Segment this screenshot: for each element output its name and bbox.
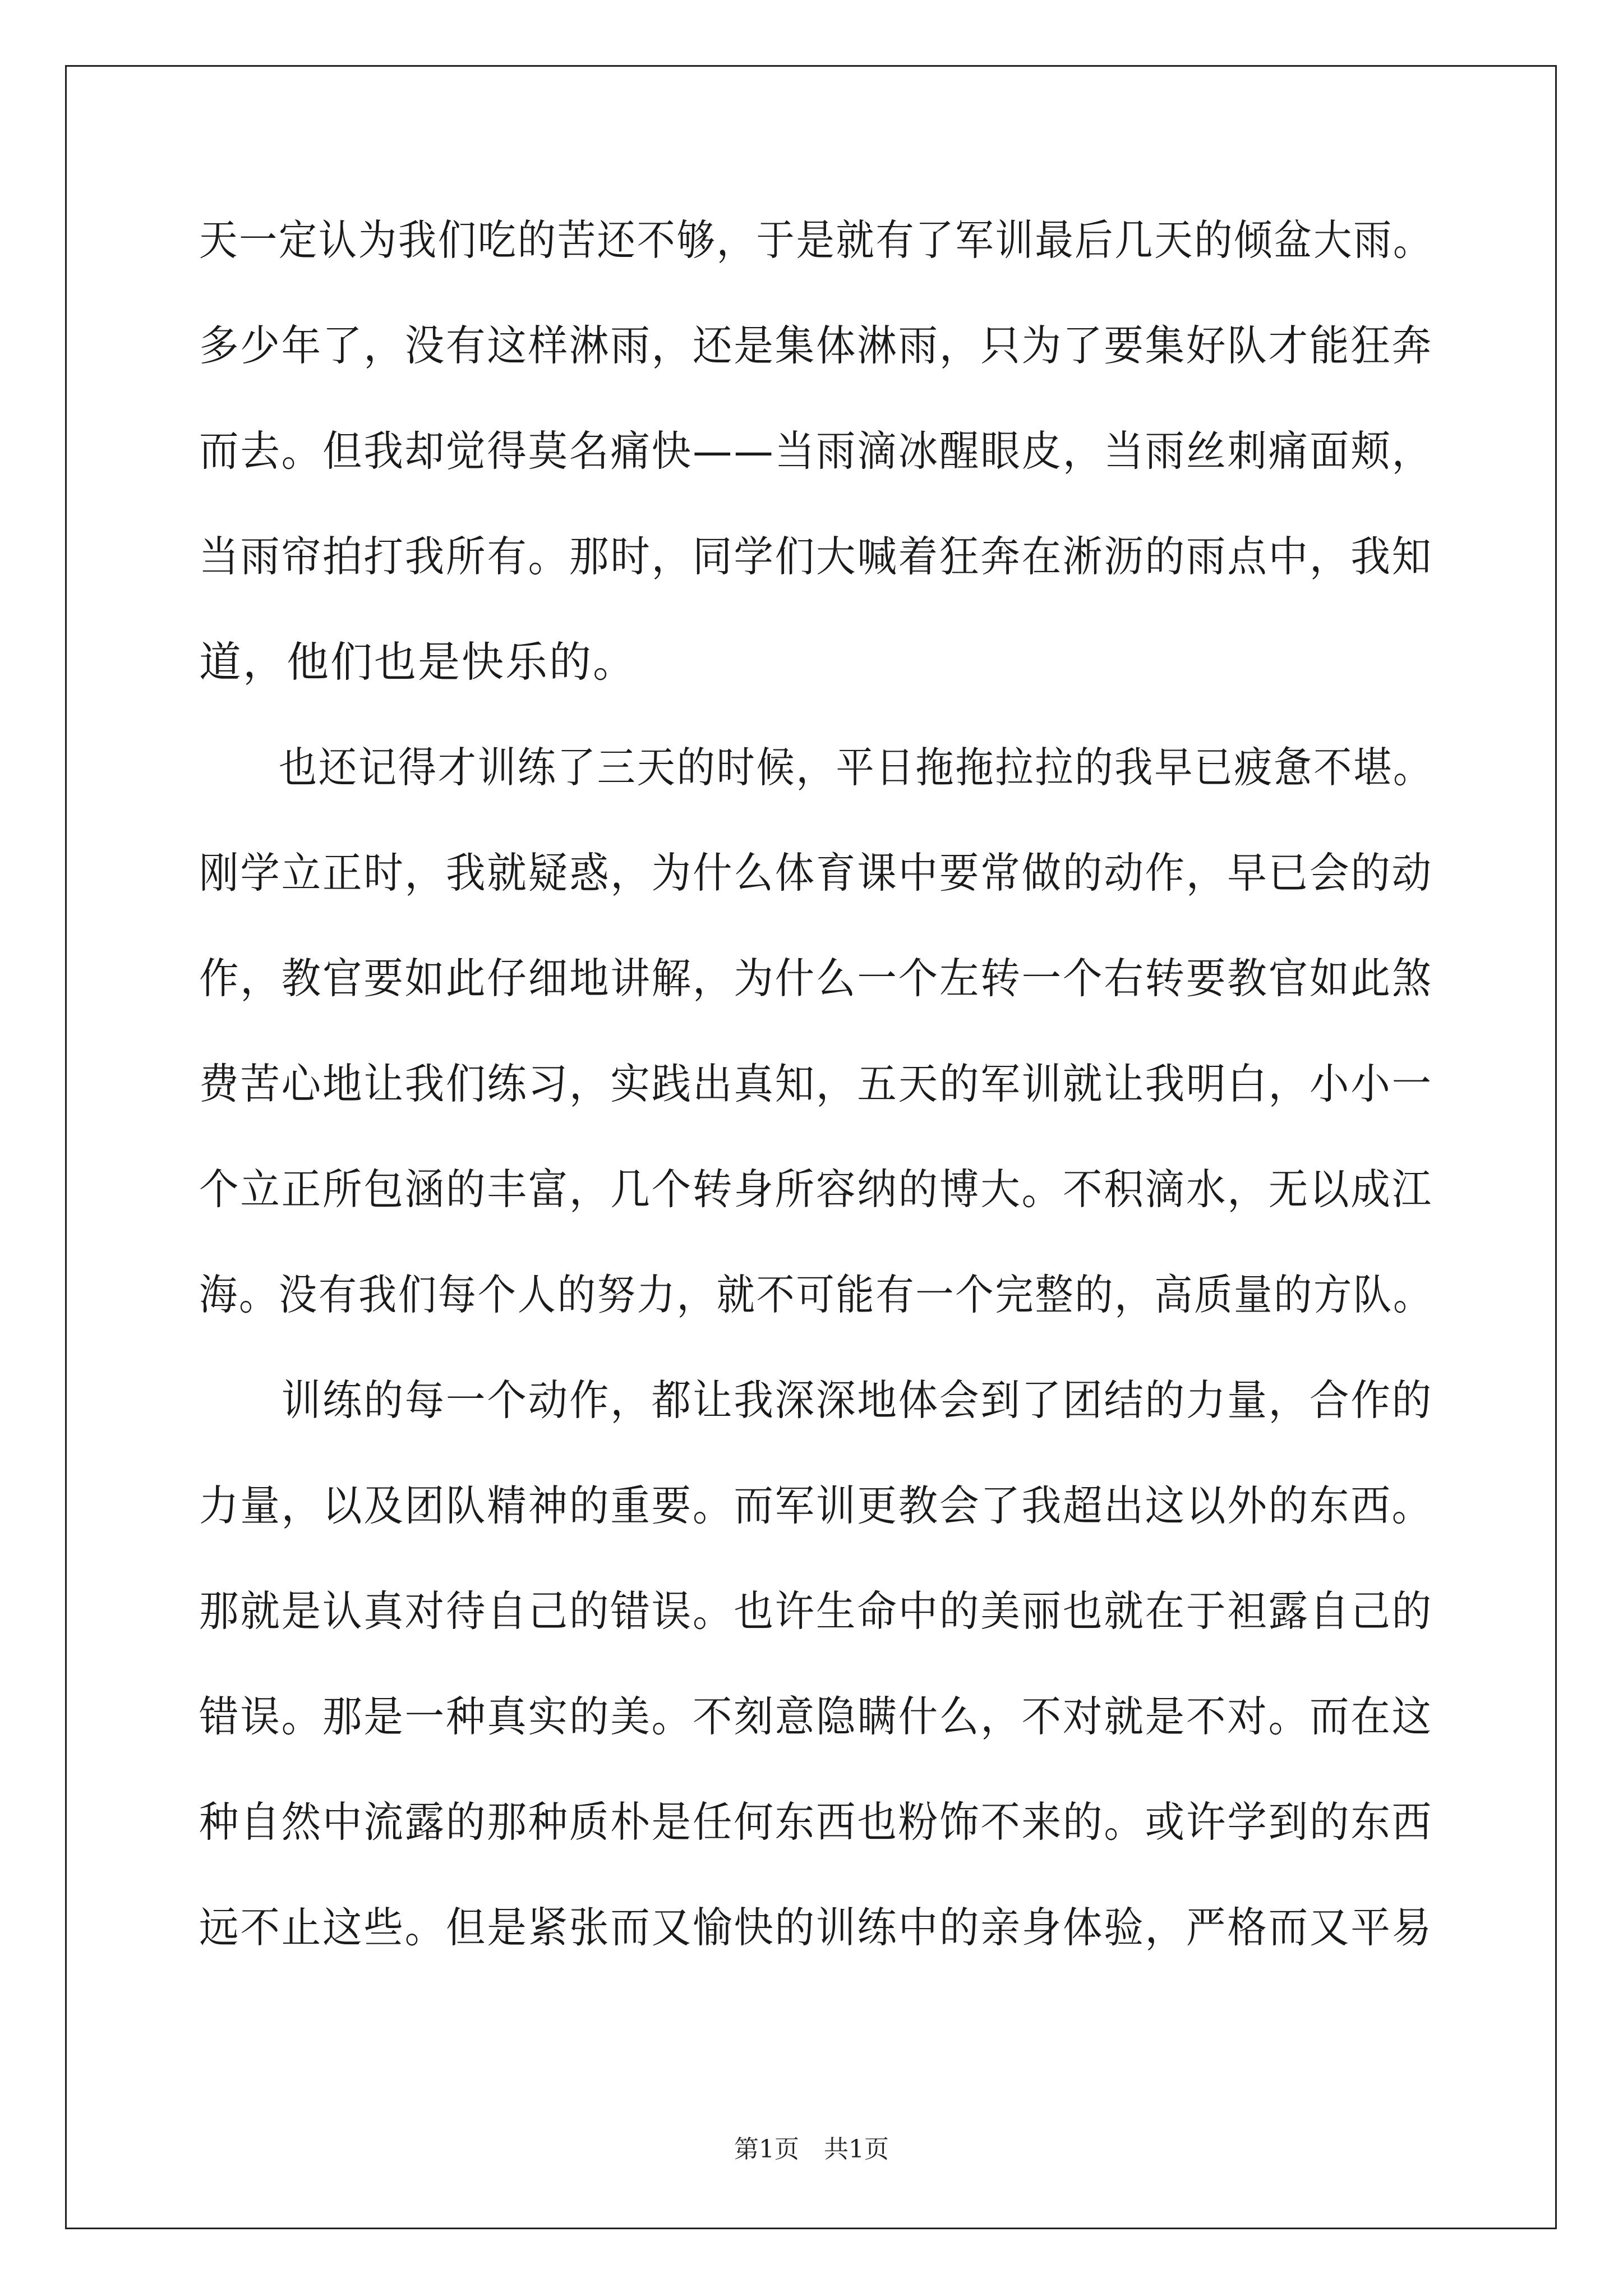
text-line: 而去。但我却觉得莫名痛快——当雨滴冰醒眼皮，当雨丝刺痛面颊， [199, 426, 1433, 476]
document-body [199, 213, 1433, 2006]
text-line: 训练的每一个动作，都让我深深地体会到了团结的力量，合作的 [281, 1375, 1433, 1425]
text-line: 力量，以及团队精神的重要。而军训更教会了我超出这以外的东西。 [199, 1481, 1433, 1530]
text-line: 费苦心地让我们练习，实践出真知，五天的军训就让我明白，小小一 [199, 1059, 1433, 1108]
text-line: 作，教官要如此仔细地讲解，为什么一个左转一个右转要教官如此煞 [199, 954, 1433, 1003]
text-line: 天一定认为我们吃的苦还不够，于是就有了军训最后几天的倾盆大雨。 [199, 215, 1433, 265]
text-line: 多少年了，没有这样淋雨，还是集体淋雨，只为了要集好队才能狂奔 [199, 321, 1433, 370]
text-line: 个立正所包涵的丰富，几个转身所容纳的博大。不积滴水，无以成江 [199, 1165, 1433, 1214]
text-line: 也还记得才训练了三天的时候，平日拖拖拉拉的我早已疲惫不堪。 [278, 743, 1433, 792]
text-line: 那就是认真对待自己的错误。也许生命中的美丽也就在于袒露自己的 [199, 1586, 1433, 1636]
text-line: 刚学立正时，我就疑惑，为什么体育课中要常做的动作，早已会的动 [199, 848, 1433, 898]
text-line: 当雨帘拍打我所有。那时，同学们大喊着狂奔在淅沥的雨点中，我知 [199, 532, 1433, 581]
text-line: 错误。那是一种真实的美。不刻意隐瞒什么，不对就是不对。而在这 [199, 1692, 1433, 1741]
text-line: 种自然中流露的那种质朴是任何东西也粉饰不来的。或许学到的东西 [199, 1797, 1433, 1847]
text-line: 远不止这些。但是紧张而又愉快的训练中的亲身体验，严格而又平易 [199, 1903, 1433, 1952]
page-footer: 第1页 共1页 [734, 2135, 889, 2164]
text-line: 海。没有我们每个人的努力，就不可能有一个完整的，高质量的方队。 [199, 1270, 1433, 1319]
text-line: 道，他们也是快乐的。 [199, 637, 637, 687]
